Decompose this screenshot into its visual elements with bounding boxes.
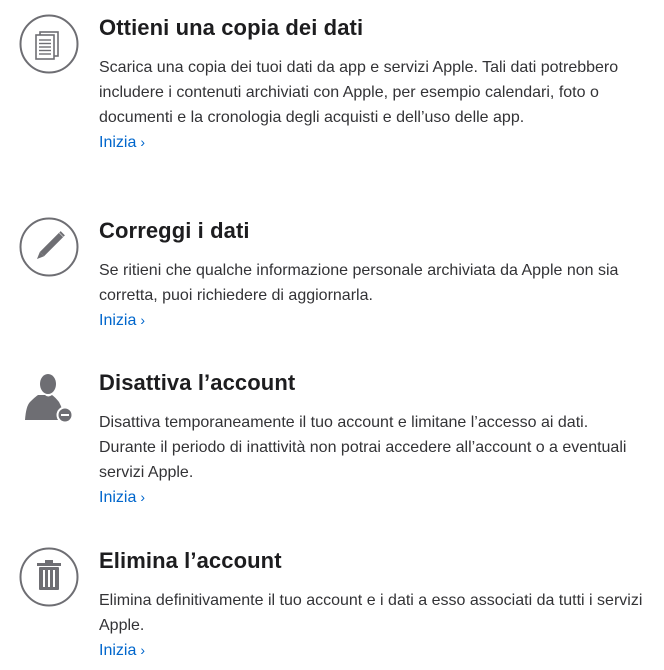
section-description: Disattiva temporaneamente il tuo account e limitane l’accesso ai dati. Durante il periodo di inattività non potrai accedere all’account o a eventuali servizi Apple. [99,414,627,481]
start-link-deactivate-account[interactable] [99,485,145,510]
link-label: Inizia [99,312,137,329]
link-label: Inizia [99,489,137,506]
link-label: Inizia [99,642,137,659]
section-title: Correggi i dati [99,218,250,243]
section-title: Elimina l’account [99,548,282,573]
section-content [99,14,644,155]
chevron-right-icon: › [140,312,146,328]
section-content [99,369,644,510]
section-description: Scarica una copia dei tuoi dati da app e servizi Apple. Tali dati potrebbero includere i contenuti archiviati con Apple, per esempio calendari, foto o documenti e la cronologia degli acquisti e dell’uso delle app. [99,59,619,126]
trash-icon [18,547,80,609]
user-deactivate-icon [18,369,80,431]
start-link-get-copy[interactable] [99,130,145,155]
start-link-delete-account[interactable] [99,638,145,663]
chevron-right-icon: › [140,134,146,150]
document-copy-icon [18,14,80,76]
section-description: Se ritieni che qualche informazione personale archiviata da Apple non sia corretta, puoi richiedere di aggiornarla. [99,262,619,304]
section-content [99,547,644,663]
start-link-correct-data[interactable] [99,308,145,333]
section-title: Ottieni una copia dei dati [99,15,364,40]
chevron-right-icon: › [140,489,146,505]
chevron-right-icon: › [140,642,146,658]
pencil-icon [18,217,80,279]
section-description: Elimina definitivamente il tuo account e i dati a esso associati da tutti i servizi Apple. [99,592,643,634]
link-label: Inizia [99,134,137,151]
section-title: Disattiva l’account [99,370,296,395]
section-content [99,217,644,333]
